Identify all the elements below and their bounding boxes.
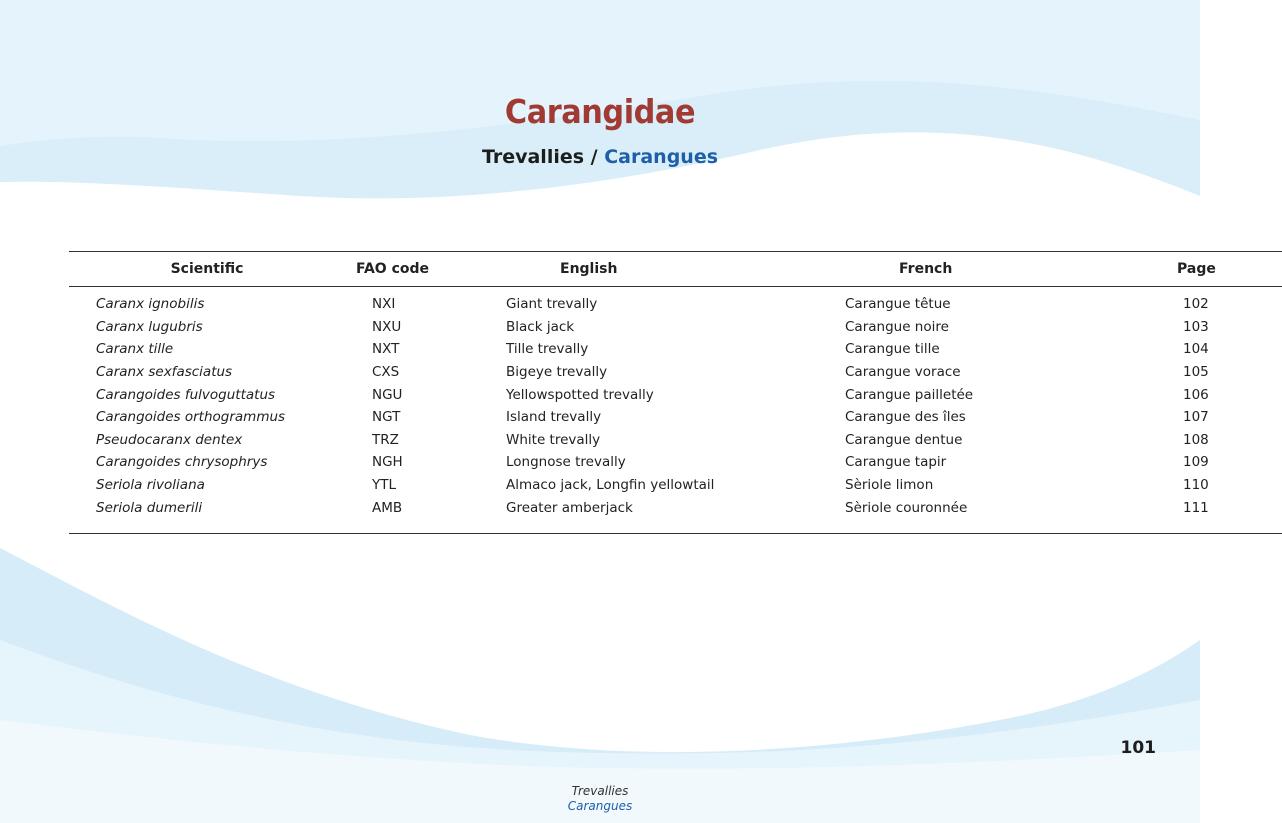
- cell-page: 105: [1183, 364, 1209, 381]
- table-header-row: [69, 252, 1282, 287]
- cell-fao-code: NGU: [372, 386, 403, 403]
- cell-scientific: Seriola dumerili: [96, 499, 203, 516]
- cell-english: Black jack: [506, 318, 575, 335]
- header-english: English: [560, 261, 618, 277]
- table-row: [69, 287, 1282, 316]
- cell-page: 109: [1183, 454, 1209, 471]
- page-subtitle: [0, 146, 1200, 168]
- cell-fao-code: AMB: [372, 499, 403, 516]
- cell-page: 102: [1183, 296, 1209, 313]
- header-fao-code: FAO code: [356, 261, 430, 277]
- cell-scientific: Caranx sexfasciatus: [96, 364, 233, 381]
- cell-french: Carangue noire: [845, 318, 949, 335]
- cell-french: Carangue têtue: [845, 296, 951, 313]
- subtitle-french: Carangues: [604, 146, 719, 168]
- cell-french: Carangue des îles: [845, 409, 966, 426]
- cell-english: Giant trevally: [506, 296, 598, 313]
- page-title: Carangidae: [504, 92, 696, 131]
- header-scientific: Scientific: [170, 261, 244, 277]
- table-row: [69, 383, 1282, 406]
- cell-fao-code: NGT: [372, 409, 401, 426]
- cell-french: Carangue vorace: [845, 364, 961, 381]
- cell-french: Carangue tapir: [845, 454, 947, 471]
- page-number: 101: [1120, 738, 1156, 758]
- cell-scientific: Caranx ignobilis: [96, 296, 205, 313]
- species-table-container: [69, 251, 1216, 534]
- cell-fao-code: NXT: [372, 341, 400, 358]
- cell-fao-code: NXU: [372, 318, 402, 335]
- cell-page: 104: [1183, 341, 1209, 358]
- cell-page: 107: [1183, 409, 1209, 426]
- table-row: [69, 474, 1282, 497]
- running-footer: [0, 784, 1200, 814]
- cell-fao-code: NXI: [372, 296, 396, 313]
- cell-english: White trevally: [506, 431, 601, 448]
- cell-page: 111: [1183, 499, 1209, 516]
- cell-scientific: Seriola rivoliana: [96, 477, 205, 494]
- header-page: Page: [1177, 261, 1216, 277]
- cell-fao-code: TRZ: [372, 431, 399, 448]
- cell-english: Longnose trevally: [506, 454, 626, 471]
- cell-english: Tille trevally: [506, 341, 589, 358]
- table-row: [69, 338, 1282, 361]
- table-row: [69, 361, 1282, 384]
- subtitle-english: Trevallies: [481, 146, 585, 168]
- subtitle-separator: /: [584, 146, 605, 168]
- header-french: French: [899, 261, 953, 277]
- cell-page: 108: [1183, 431, 1209, 448]
- table-row: [69, 429, 1282, 452]
- cell-page: 110: [1183, 477, 1209, 494]
- cell-scientific: Caranx lugubris: [96, 318, 203, 335]
- table-row: [69, 316, 1282, 339]
- cell-french: Sèriole limon: [845, 477, 934, 494]
- footer-english: Trevallies: [571, 784, 629, 798]
- cell-french: Carangue pailletée: [845, 386, 974, 403]
- cell-scientific: Caranx tille: [96, 341, 174, 358]
- cell-page: 103: [1183, 318, 1209, 335]
- cell-scientific: Pseudocaranx dentex: [96, 431, 243, 448]
- cell-english: Greater amberjack: [506, 499, 633, 516]
- cell-english: Island trevally: [506, 409, 602, 426]
- cell-english: Bigeye trevally: [506, 364, 608, 381]
- cell-english: Yellowspotted trevally: [506, 386, 654, 403]
- cell-french: Sèriole couronnée: [845, 499, 968, 516]
- cell-french: Carangue tille: [845, 341, 940, 358]
- table-row: [69, 496, 1282, 533]
- cell-fao-code: CXS: [372, 364, 400, 381]
- cell-scientific: Carangoides fulvoguttatus: [96, 386, 276, 403]
- cell-page: 106: [1183, 386, 1209, 403]
- cell-fao-code: YTL: [372, 477, 397, 494]
- cell-english: Almaco jack, Longfin yellowtail: [506, 477, 715, 494]
- table-row: [69, 451, 1282, 474]
- cell-scientific: Carangoides orthogrammus: [96, 409, 286, 426]
- cell-french: Carangue dentue: [845, 431, 963, 448]
- footer-french: Carangues: [567, 799, 633, 813]
- cell-scientific: Carangoides chrysophrys: [96, 454, 268, 471]
- table-row: [69, 406, 1282, 429]
- cell-fao-code: NGH: [372, 454, 403, 471]
- species-table: [69, 251, 1282, 534]
